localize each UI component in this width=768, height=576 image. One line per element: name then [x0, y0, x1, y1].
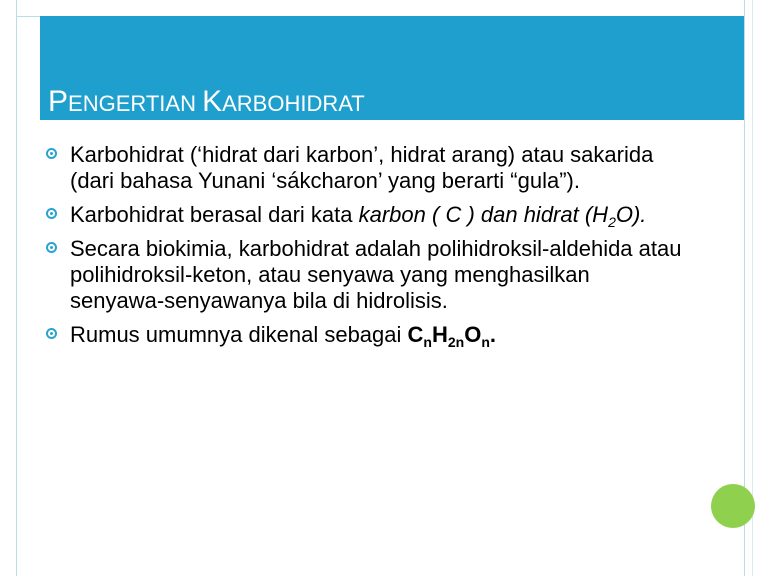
- title-initial-2: K: [202, 85, 223, 118]
- bullet-text-4-prefix: Rumus umumnya dikenal sebagai: [70, 322, 408, 347]
- title-initial-1: P: [48, 85, 69, 118]
- bullet-text-2-subscript: 2: [608, 214, 616, 230]
- title-rest-2: ARBOHIDRAT: [222, 91, 365, 116]
- left-rule: [16, 0, 17, 576]
- right-rule-outer: [752, 0, 753, 576]
- bullet-item-1: [44, 142, 684, 194]
- bullet-text-2-italic-1: karbon ( C ) dan hidrat (H: [358, 202, 609, 227]
- circle-bullet-icon: [46, 328, 57, 339]
- chemical-formula: $C_nH_{2n}O_n$.: [407, 322, 497, 350]
- bullet-item-4: [44, 322, 684, 348]
- bullet-item-3: [44, 236, 684, 314]
- circle-bullet-icon: [46, 148, 57, 159]
- circle-bullet-icon: [46, 208, 57, 219]
- bullet-text-2-prefix: Karbohidrat berasal dari kata: [70, 202, 359, 227]
- bullet-item-2: [44, 202, 684, 228]
- bullet-list: [44, 142, 684, 356]
- slide-title: [48, 86, 365, 120]
- bullet-text-3: Secara biokimia, karbohidrat adalah polihidroksil-aldehida atau polihidroksil-keton, atau senyawa yang menghasilkan senyawa-senyawanya bila di hidrolisis.: [70, 236, 682, 313]
- circle-bullet-icon: [46, 242, 57, 253]
- bullet-text-2-italic-2: O).: [615, 202, 647, 227]
- title-rest-1: ENGERTIAN: [68, 91, 203, 116]
- green-circle-decoration: [711, 484, 755, 528]
- bullet-text-1: Karbohidrat (‘hidrat dari karbon’, hidrat arang) atau sakarida (dari bahasa Yunani ‘sákcharon’ yang berarti “gula”).: [70, 142, 654, 193]
